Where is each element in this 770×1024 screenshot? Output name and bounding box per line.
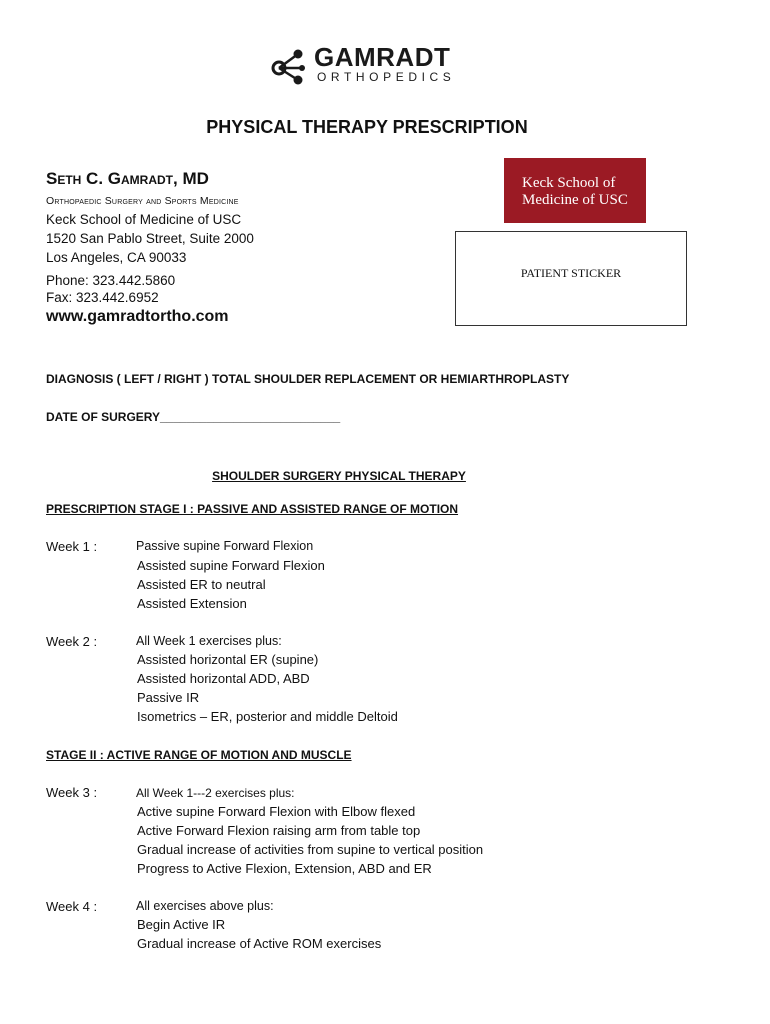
- logo-name: GAMRADT: [314, 42, 451, 72]
- week2-label: Week 2 :: [46, 634, 98, 649]
- week3-item: Active supine Forward Flexion with Elbow flexed: [137, 804, 416, 819]
- stage2-title: STAGE II : ACTIVE RANGE OF MOTION AND MUSCLE: [46, 748, 352, 762]
- website-link: www.gamradtortho.com: [46, 308, 229, 325]
- stage1-title: PRESCRIPTION STAGE I : PASSIVE AND ASSISTED RANGE OF MOTION: [46, 502, 459, 516]
- keck-logo-line1: Keck School of: [522, 175, 616, 191]
- week1-item: Assisted Extension: [137, 596, 247, 611]
- week1-item: Passive supine Forward Flexion: [136, 539, 314, 553]
- week4-item: All exercises above plus:: [136, 899, 274, 913]
- school-name: Keck School of Medicine of USC: [46, 212, 242, 227]
- week2-item: All Week 1 exercises plus:: [136, 634, 282, 648]
- section-title: SHOULDER SURGERY PHYSICAL THERAPY: [212, 469, 466, 483]
- patient-sticker-label: PATIENT STICKER: [520, 266, 622, 280]
- doctor-specialty: Orthopaedic Surgery and Sports Medicine: [46, 195, 239, 207]
- week1-label: Week 1 :: [46, 539, 98, 554]
- logo-subtitle: ORTHOPEDICS: [317, 70, 456, 84]
- week3-item: Active Forward Flexion raising arm from table top: [137, 823, 421, 838]
- week3-item: Gradual increase of activities from supine to vertical position: [137, 842, 484, 857]
- week3-label: Week 3 :: [46, 785, 98, 800]
- doctor-name: Seth C. Gamradt, MD: [46, 169, 209, 188]
- week4-item: Gradual increase of Active ROM exercises: [137, 936, 382, 951]
- week2-item: Assisted horizontal ER (supine): [137, 652, 319, 667]
- week1-item: Assisted ER to neutral: [137, 577, 266, 592]
- patient-sticker-box: [455, 231, 687, 326]
- week2-item: Passive IR: [137, 690, 200, 705]
- keck-logo-line2: Medicine of USC: [522, 192, 628, 208]
- week4-label: Week 4 :: [46, 899, 98, 914]
- week4-item: Begin Active IR: [137, 917, 226, 932]
- week1-item: Assisted supine Forward Flexion: [137, 558, 325, 573]
- week2-item: Isometrics – ER, posterior and middle Deltoid: [137, 709, 398, 724]
- page-title: PHYSICAL THERAPY PRESCRIPTION: [206, 117, 528, 137]
- gamradt-logo: [270, 42, 470, 86]
- city-address: Los Angeles, CA 90033: [46, 250, 187, 265]
- week3-item: All Week 1---2 exercises plus:: [136, 786, 295, 800]
- fax-number: Fax: 323.442.6952: [46, 290, 159, 305]
- street-address: 1520 San Pablo Street, Suite 2000: [46, 231, 254, 246]
- molecule-logo-icon: [270, 48, 310, 86]
- phone-number: Phone: 323.442.5860: [46, 273, 176, 288]
- date-of-surgery-line: DATE OF SURGERY___________________________: [46, 410, 341, 424]
- week3-item: Progress to Active Flexion, Extension, ABD and ER: [137, 861, 432, 876]
- diagnosis-line: DIAGNOSIS ( LEFT / RIGHT ) TOTAL SHOULDER REPLACEMENT OR HEMIARTHROPLASTY: [46, 372, 570, 386]
- week2-item: Assisted horizontal ADD, ABD: [137, 671, 310, 686]
- keck-school-logo: [504, 158, 646, 223]
